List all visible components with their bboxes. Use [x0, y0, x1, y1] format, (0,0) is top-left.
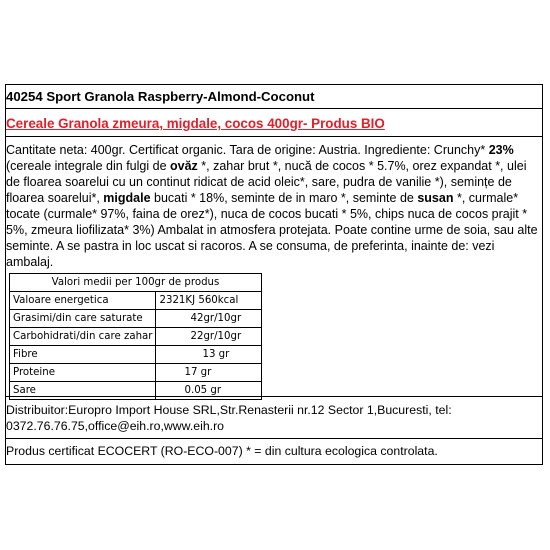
- divider: [5, 108, 543, 109]
- ingredients-description: [6, 142, 542, 270]
- table-row: [10, 346, 262, 364]
- description-text: *, zahar brut *, nucă de cocos * 5.7%, orez expandat *, ulei de floarea soarelui cu un continut ridicat de acid oleic*, sare, pudra de vanilie *), semințe de floarea soarelui*,: [6, 159, 527, 205]
- divider: [5, 396, 543, 397]
- nutrient-value: 22gr/10gr: [156, 328, 262, 346]
- nutrition-header: Valori medii per 100gr de produs: [10, 274, 262, 292]
- divider: [5, 438, 543, 439]
- nutrition-header-row: [10, 274, 262, 292]
- table-row: [10, 328, 262, 346]
- table-row: [10, 310, 262, 328]
- divider: [5, 136, 543, 137]
- table-row: [10, 292, 262, 310]
- description-bold: 23%: [488, 143, 514, 157]
- description-text: (cereale integrale din fulgi de: [6, 159, 170, 173]
- description-bold: migdale: [103, 191, 151, 205]
- nutrient-label: Carbohidrati/din care zahar: [10, 328, 156, 346]
- nutrient-value: 0.05 gr: [156, 382, 262, 400]
- nutrient-label: Sare: [10, 382, 156, 400]
- nutrition-table: [9, 273, 262, 400]
- description-text: Cantitate neta: 400gr. Certificat organic. Tara de origine: Austria. Ingrediente: Crunchy*: [6, 143, 489, 157]
- description-bold: susan: [417, 191, 454, 205]
- description-text: bucati * 18%, seminte de in maro *, seminte de: [150, 191, 418, 205]
- certification-note: Produs certificat ECOCERT (RO-ECO-007) * = din cultura ecologica controlata.: [6, 444, 438, 458]
- nutrient-value: 13 gr: [156, 346, 262, 364]
- nutrient-label: Grasimi/din care saturate: [10, 310, 156, 328]
- nutrient-label: Valoare energetica: [10, 292, 156, 310]
- product-code-title: 40254 Sport Granola Raspberry-Almond-Coconut: [6, 89, 315, 104]
- table-row: [10, 364, 262, 382]
- nutrient-value: 2321KJ 560kcal: [156, 292, 262, 310]
- description-bold: ovăz: [170, 159, 198, 173]
- nutrient-value: 42gr/10gr: [156, 310, 262, 328]
- nutrient-value: 17 gr: [156, 364, 262, 382]
- nutrient-label: Fibre: [10, 346, 156, 364]
- product-name: Cereale Granola zmeura, migdale, cocos 400gr- Produs BIO: [6, 116, 385, 131]
- description-text: *, curmale* tocate (curmale* 97%, faina de orez*), nuca de cocos bucati * 5%, chips nuca de cocos prajit * 5%, zmeura liofilizata* 3%) Ambalat in atmosfera protejata. Poate contine urme de soia, sau alte seminte. A se pastra in loc uscat si racoros. A se consuma, de preferinta, inainte de: vezi ambalaj.: [6, 191, 538, 269]
- distributor-info: Distribuitor:Europro Import House SRL,Str.Renasterii nr.12 Sector 1,Bucuresti, tel: 0372.76.76.75,office@eih.ro,www.eih.ro: [6, 403, 452, 433]
- nutrient-label: Proteine: [10, 364, 156, 382]
